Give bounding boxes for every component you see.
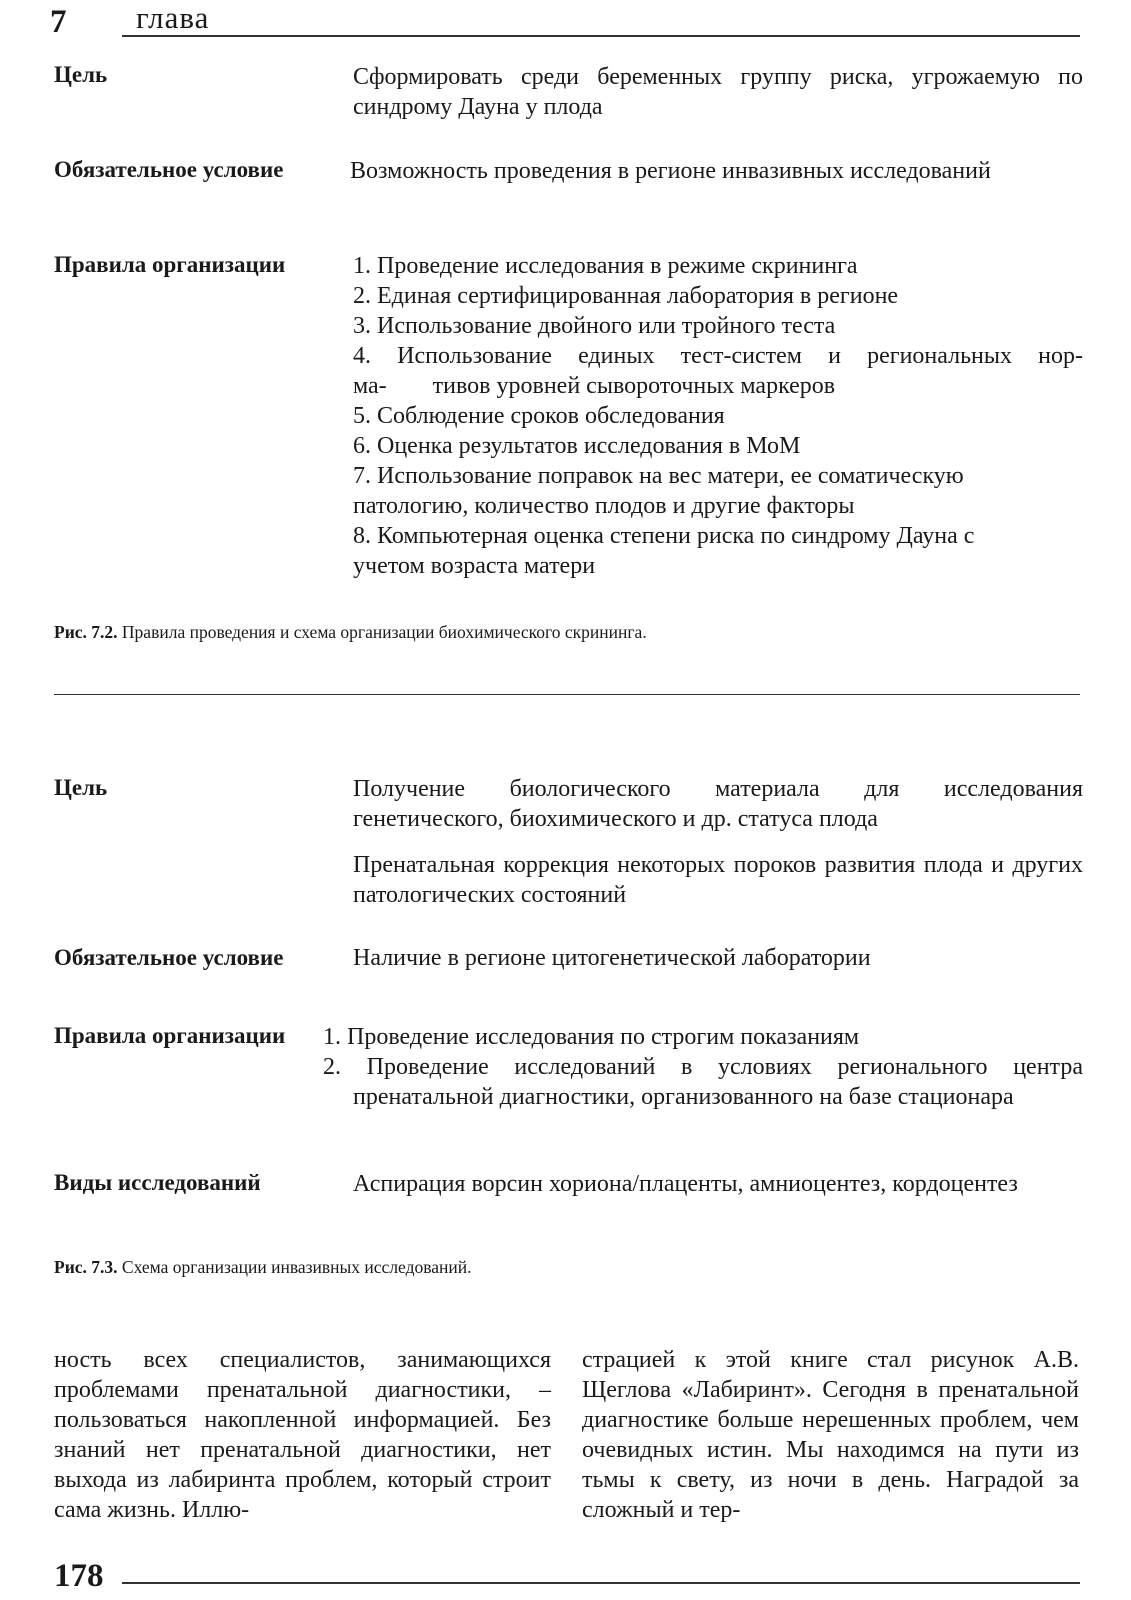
page-number: 178	[54, 1558, 104, 1594]
fig72-rule-4: 4. Использование единых тест-систем и региональных нор-	[353, 343, 1083, 369]
chapter-word: глава	[136, 0, 210, 35]
fig72-caption-ref: Рис. 7.2.	[54, 622, 118, 642]
fig73-rules-label: Правила организации	[54, 1023, 286, 1048]
fig73-caption-ref: Рис. 7.3.	[54, 1257, 118, 1277]
fig72-rule-5: 5. Соблюдение сроков обследования	[353, 403, 725, 429]
fig73-caption	[54, 1257, 472, 1278]
fig72-rule-4-rest: тивов уровней сывороточных маркеров	[432, 373, 836, 399]
fig73-goal-text-2: Пренатальная коррекция некоторых пороков развития плода и других патологических состояний	[353, 852, 1083, 908]
chapter-number: 7	[50, 4, 67, 40]
body-right-column: страцией к этой книге стал рисунок А.В. Щеглова «Лабиринт». Сегодня в пренатальной диагностике больше нерешенных проблем, чем очевидных истин. Мы находимся на пути из тьмы к свету, из ночи в день. Наградой за сложный и тер-	[582, 1347, 1079, 1523]
fig72-rule-1: 1. Проведение исследования в режиме скрининга	[353, 253, 858, 279]
fig73-goal-text-1: Получение биологического материала для исследования генетического, биохимического и др. статуса плода	[353, 776, 1083, 832]
fig72-rules-list	[353, 251, 1083, 581]
fig73-types-label: Виды исследований	[54, 1170, 261, 1195]
fig72-condition-label: Обязательное условие	[54, 157, 284, 182]
fig72-caption	[54, 622, 647, 643]
fig72-rule-8-cont: учетом возраста матери	[353, 553, 596, 579]
fig73-condition-text: Наличие в регионе цитогенетической лаборатории	[353, 945, 871, 971]
fig73-goal	[353, 774, 1083, 910]
fig72-rule-3: 3. Использование двойного или тройного теста	[353, 313, 836, 339]
fig72-condition-text: Возможность проведения в регионе инвазивных исследований	[350, 158, 991, 184]
fig73-rule-1: 1. Проведение исследования по строгим показаниям	[323, 1024, 860, 1050]
fig72-rules-label: Правила организации	[54, 252, 286, 277]
footer-rule	[122, 1582, 1080, 1584]
fig72-caption-text: Правила проведения и схема организации биохимического скрининга.	[121, 622, 647, 642]
fig72-rule-4-hyphen: ма-	[353, 373, 387, 399]
fig72-goal-text: Сформировать среди беременных группу риска, угрожаемую по синдрому Дауна у плода	[353, 64, 1083, 120]
fig72-rule-6: 6. Оценка результатов исследования в МоМ	[353, 433, 801, 459]
fig72-rule-7-cont: патологию, количество плодов и другие факторы	[353, 493, 855, 519]
figure-separator	[54, 694, 1080, 695]
fig72-goal-label: Цель	[54, 62, 108, 87]
fig73-condition-label: Обязательное условие	[54, 945, 284, 970]
fig72-rule-7: 7. Использование поправок на вес матери, ее соматическую	[353, 463, 964, 489]
fig73-rules-list	[323, 1022, 1083, 1112]
fig73-rule-2: 2. Проведение исследований в условиях регионального центра пренатальной диагностики, организованного на базе стационара	[323, 1054, 1083, 1110]
header-rule	[122, 35, 1080, 37]
fig72-rule-4-cont	[353, 371, 1083, 401]
fig72-rule-2: 2. Единая сертифицированная лаборатория в регионе	[353, 283, 899, 309]
fig73-goal-label: Цель	[54, 775, 108, 800]
body-left-column: ность всех специалистов, занимающихся проблемами пренатальной диагностики, – пользоваться накопленной информацией. Без знаний нет пренатальной диагностики, нет выхода из лабиринта проблем, который строит сама жизнь. Иллю-	[54, 1347, 551, 1523]
fig73-types-text: Аспирация ворсин хориона/плаценты, амниоцентез, кордоцентез	[353, 1171, 1018, 1197]
fig73-caption-text: Схема организации инвазивных исследований.	[121, 1257, 472, 1277]
fig72-rule-8: 8. Компьютерная оценка степени риска по синдрому Дауна с	[353, 523, 975, 549]
